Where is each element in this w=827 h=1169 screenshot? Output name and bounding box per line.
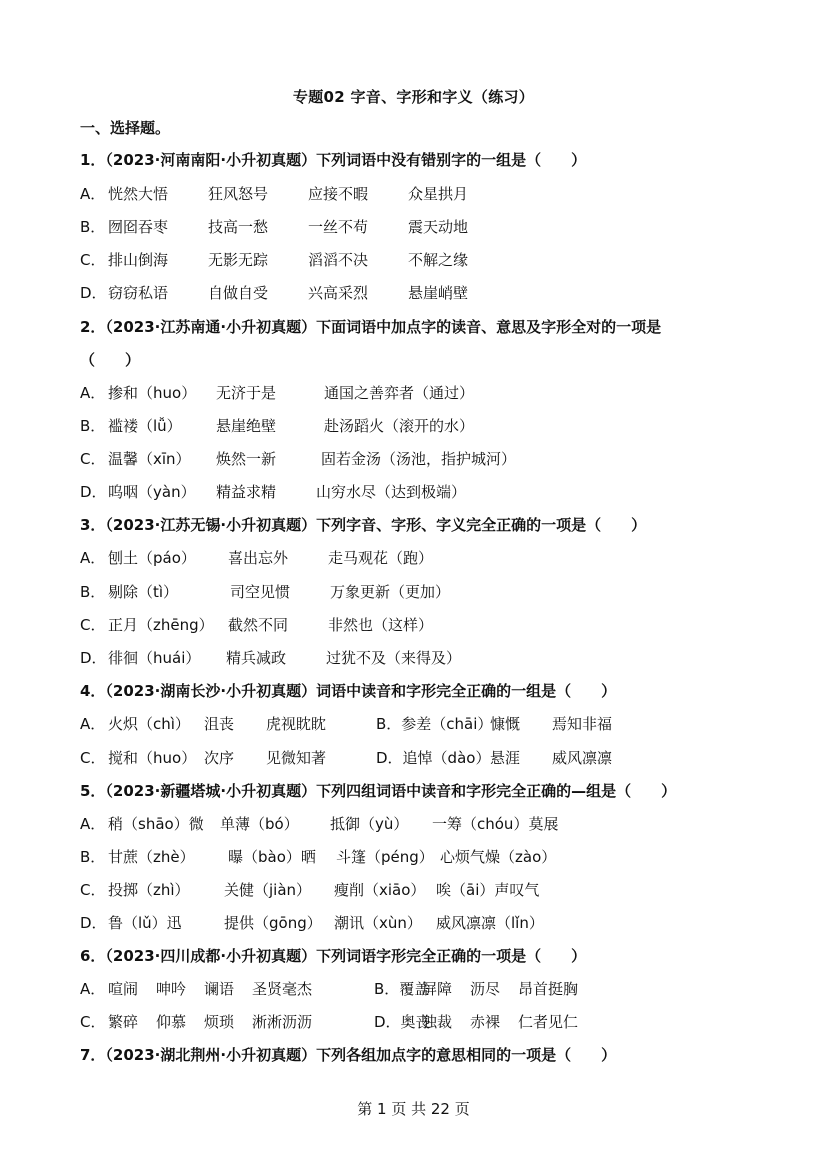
option-item: 走马观花（跑） — [328, 549, 434, 567]
option-item: 悬涯 — [490, 749, 521, 767]
option-item: 悬崖峭壁 — [408, 284, 469, 302]
option-item: 烦琐 — [204, 1013, 235, 1031]
section-heading: 一、选择题。 — [80, 119, 171, 137]
option-item: 虎视眈眈 — [266, 715, 327, 733]
option-label: B． — [80, 848, 106, 866]
option-item: 狂风怒号 — [208, 185, 269, 203]
option-label: A． — [80, 715, 106, 733]
option-label: D． — [80, 649, 107, 667]
option-item: 应接不暇 — [308, 185, 369, 203]
option-item: 斗篷（péng） — [336, 848, 434, 866]
question-stem: 1．（2023·河南南阳·小升初真题）下列词语中没有错别字的一组是（ ） — [80, 151, 587, 169]
option-item: 通国之善弈者（通过） — [324, 384, 475, 402]
option-row — [80, 283, 469, 303]
question-stem: （ ） — [80, 351, 141, 369]
option-label: C． — [80, 881, 106, 899]
option-item: 见微知著 — [266, 749, 327, 767]
option-label: A． — [80, 185, 106, 203]
option-label: B． — [80, 218, 106, 236]
option-item: 仰慕 — [156, 1013, 187, 1031]
option-item: 谰语 — [204, 980, 235, 998]
option-row — [80, 449, 517, 469]
option-item: 关健（jiàn） — [224, 881, 312, 899]
option-label: A． — [80, 384, 106, 402]
option-item: 潮讯（xùn） — [334, 914, 422, 932]
option-item: 无影无踪 — [208, 251, 269, 269]
option-item: 司空见惯 — [230, 583, 291, 601]
option-item: 曝（bào）晒 — [228, 848, 316, 866]
option-row — [80, 748, 613, 768]
option-row — [80, 416, 475, 436]
option-item: 火炽（chì） — [108, 715, 190, 733]
option-item: 褴褛（lǚ） — [108, 417, 182, 435]
option-row — [80, 714, 613, 734]
option-item: 掺和（huo） — [108, 384, 197, 402]
option-item: 呜咽（yàn） — [108, 483, 196, 501]
option-item: 瘦削（xiāo） — [334, 881, 426, 899]
option-item: 剔除（tì） — [108, 583, 179, 601]
option-item: 非然也（这样） — [328, 616, 434, 634]
option-item: 恍然大悟 — [108, 185, 169, 203]
option-item: 悬崖绝壁 — [216, 417, 277, 435]
option-row — [80, 648, 462, 668]
option-row — [80, 383, 475, 403]
option-item: 焉知非福 — [552, 715, 613, 733]
question-stem: 4．（2023·湖南长沙·小升初真题）词语中读音和字形完全正确的一组是（ ） — [80, 682, 617, 700]
option-item: 抵御（yù） — [330, 815, 409, 833]
option-item: 唉（āi）声叹气 — [436, 881, 540, 899]
option-row — [80, 847, 557, 867]
option-row — [80, 184, 469, 204]
option-label: C． — [80, 251, 106, 269]
option-row — [80, 979, 579, 999]
question-stem: 2．（2023·江苏南通·小升初真题）下面词语中加点字的读音、意思及字形全对的一项是 — [80, 318, 662, 336]
option-label: D． — [80, 284, 107, 302]
option-item: 投掷（zhì） — [108, 881, 190, 899]
option-item: 繁碎 — [108, 1013, 139, 1031]
option-item: 刨土（páo） — [108, 549, 196, 567]
option-item: 赴汤蹈火（滚开的水） — [324, 417, 475, 435]
option-item: 沥尽 — [470, 980, 501, 998]
question-stem: 3．（2023·江苏无锡·小升初真题）下列字音、字形、字义完全正确的一项是（ ） — [80, 516, 647, 534]
option-label: D． — [80, 914, 107, 932]
option-item: 技高一愁 — [208, 218, 269, 236]
option-item: 喜出忘外 — [228, 549, 289, 567]
option-row — [80, 482, 467, 502]
option-item: 独裁 — [422, 1013, 453, 1031]
option-row — [80, 548, 434, 568]
option-item: 一筹（chóu）莫展 — [432, 815, 559, 833]
option-label: A． — [80, 549, 106, 567]
option-item: 截然不同 — [228, 616, 289, 634]
option-label: B． — [80, 583, 106, 601]
option-item: 固若金汤（汤池，指护城河） — [321, 450, 517, 468]
question-stem: 7．（2023·湖北荆州·小升初真题）下列各组加点字的意思相同的一项是（ ） — [80, 1046, 617, 1064]
option-item: 甘蔗（zhè） — [108, 848, 195, 866]
option-item: 不解之缘 — [408, 251, 469, 269]
option-item: 威风凛凛 — [552, 749, 613, 767]
option-item: 沮丧 — [204, 715, 235, 733]
option-item: 慷慨 — [490, 715, 521, 733]
option-item: 威风凛凛（lǐn） — [436, 914, 544, 932]
option-row — [80, 582, 451, 602]
option-row — [80, 217, 469, 237]
option-label: C． — [80, 616, 106, 634]
option-item: 兴高采烈 — [308, 284, 369, 302]
option-item: 囫囵吞枣 — [108, 218, 169, 236]
option-item: 温馨（xīn） — [108, 450, 191, 468]
option-item: 徘徊（huái） — [108, 649, 201, 667]
option-item: 屏障 — [422, 980, 453, 998]
option-row — [80, 250, 469, 270]
question-stem: 6．（2023·四川成都·小升初真题）下列词语字形完全正确的一项是（ ） — [80, 947, 587, 965]
option-item: 正月（zhēng） — [108, 616, 214, 634]
option-item: 无济于是 — [216, 384, 277, 402]
option-item: 心烦气燥（zào） — [440, 848, 557, 866]
option-item: 众星拱月 — [408, 185, 469, 203]
option-item: 万象更新（更加） — [330, 583, 451, 601]
option-item: 一丝不苟 — [308, 218, 369, 236]
document-title: 专题02 字音、字形和字义（练习） — [292, 88, 535, 106]
option-row — [80, 880, 540, 900]
option-item: 搅和（huo） — [108, 749, 197, 767]
option-item: 次序 — [204, 749, 235, 767]
option-item: 仁者见仁 — [518, 1013, 579, 1031]
page-footer: 第 1 页 共 22 页 — [357, 1100, 470, 1118]
option-item: 过犹不及（来得及） — [326, 649, 462, 667]
question-stem: 5．（2023·新疆塔城·小升初真题）下列四组词语中读音和字形完全正确的—组是（ ） — [80, 782, 677, 800]
option-item: 滔滔不决 — [308, 251, 369, 269]
option-item: B．参差（chāi） — [376, 715, 493, 733]
option-item: 精益求精 — [216, 483, 277, 501]
option-item: B．覆盖 — [374, 980, 430, 998]
option-item: 窃窃私语 — [108, 284, 169, 302]
option-item: 提供（gōng） — [224, 914, 322, 932]
option-item: 喧闹 — [108, 980, 139, 998]
option-row — [80, 615, 434, 635]
option-item: 圣贤毫杰 — [252, 980, 313, 998]
option-row — [80, 913, 544, 933]
option-item: 精兵减政 — [226, 649, 287, 667]
option-item: D．追悼（dào） — [376, 749, 491, 767]
option-item: 排山倒海 — [108, 251, 169, 269]
option-item: D．奥丧 — [374, 1013, 431, 1031]
option-label: D． — [80, 483, 107, 501]
option-label: C． — [80, 450, 106, 468]
option-item: 赤裸 — [470, 1013, 501, 1031]
option-item: 自做自受 — [208, 284, 269, 302]
option-label: C． — [80, 749, 106, 767]
option-item: 山穷水尽（达到极端） — [316, 483, 467, 501]
option-label: B． — [80, 417, 106, 435]
option-item: 稍（shāo）微 — [108, 815, 204, 833]
option-row — [80, 1012, 579, 1032]
option-item: 淅淅沥沥 — [252, 1013, 313, 1031]
option-item: 震天动地 — [408, 218, 469, 236]
option-item: 单薄（bó） — [220, 815, 299, 833]
option-item: 鲁（lǔ）迅 — [108, 914, 182, 932]
option-label: C． — [80, 1013, 106, 1031]
option-item: 呻吟 — [156, 980, 187, 998]
option-item: 焕然一新 — [216, 450, 277, 468]
option-label: A． — [80, 815, 106, 833]
option-label: A． — [80, 980, 106, 998]
option-item: 昂首挺胸 — [518, 980, 579, 998]
option-row — [80, 814, 559, 834]
